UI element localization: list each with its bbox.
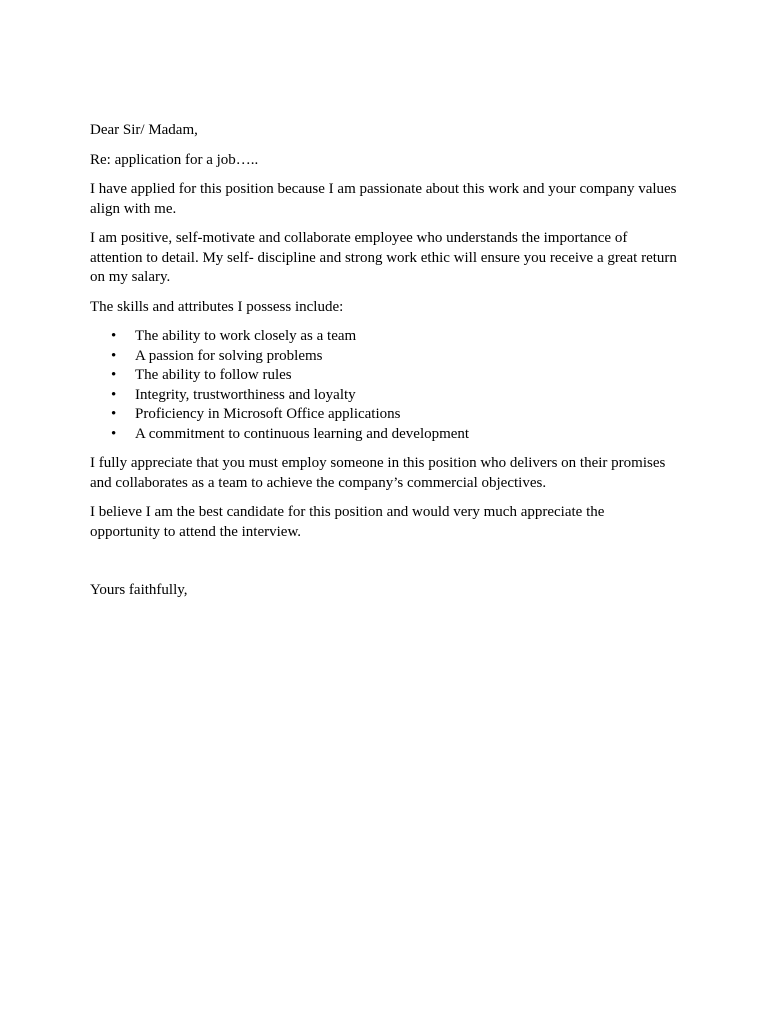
list-item	[90, 347, 678, 367]
skills-list	[90, 327, 678, 444]
skill-text: The ability to work closely as a team	[135, 328, 357, 344]
salutation: Dear Sir/ Madam,	[90, 122, 198, 138]
paragraph-candidacy: I believe I am the best candidate for this position and would very much appreciate the opportunity to attend the interview.	[90, 504, 605, 540]
paragraph-appreciation: I fully appreciate that you must employ someone in this position who delivers on their promises and collaborates as a team to achieve the company’s commercial objectives.	[90, 455, 666, 491]
bullet-icon: •	[111, 406, 117, 422]
subject-line: Re: application for a job…..	[90, 151, 259, 168]
skill-text: Integrity, trustworthiness and loyalty	[135, 386, 356, 403]
paragraph-motivation: I have applied for this position because I am passionate about this work and your company values align with me.	[90, 181, 677, 217]
bullet-icon: •	[111, 367, 117, 383]
list-item	[90, 425, 678, 445]
skill-text: A passion for solving problems	[135, 347, 323, 364]
closing: Yours faithfully,	[90, 582, 188, 598]
bullet-icon: •	[111, 425, 117, 442]
list-item	[90, 386, 678, 406]
skills-intro: The skills and attributes I possess include:	[90, 298, 344, 315]
skill-text: Proficiency in Microsoft Office applications	[135, 406, 401, 422]
list-item	[90, 405, 678, 425]
list-item	[90, 327, 678, 347]
skill-text: The ability to follow rules	[135, 367, 292, 383]
skill-text: A commitment to continuous learning and development	[135, 425, 470, 442]
bullet-icon: •	[111, 328, 117, 344]
list-item	[90, 366, 678, 386]
letter-body	[90, 121, 678, 601]
bullet-icon: •	[111, 386, 117, 403]
bullet-icon: •	[111, 347, 117, 364]
blank-line	[90, 552, 678, 581]
paragraph-qualities: I am positive, self-motivate and collaborate employee who understands the importance of attention to detail. My self- discipline and strong work ethic will ensure you receive a great return on my salary.	[90, 230, 677, 285]
